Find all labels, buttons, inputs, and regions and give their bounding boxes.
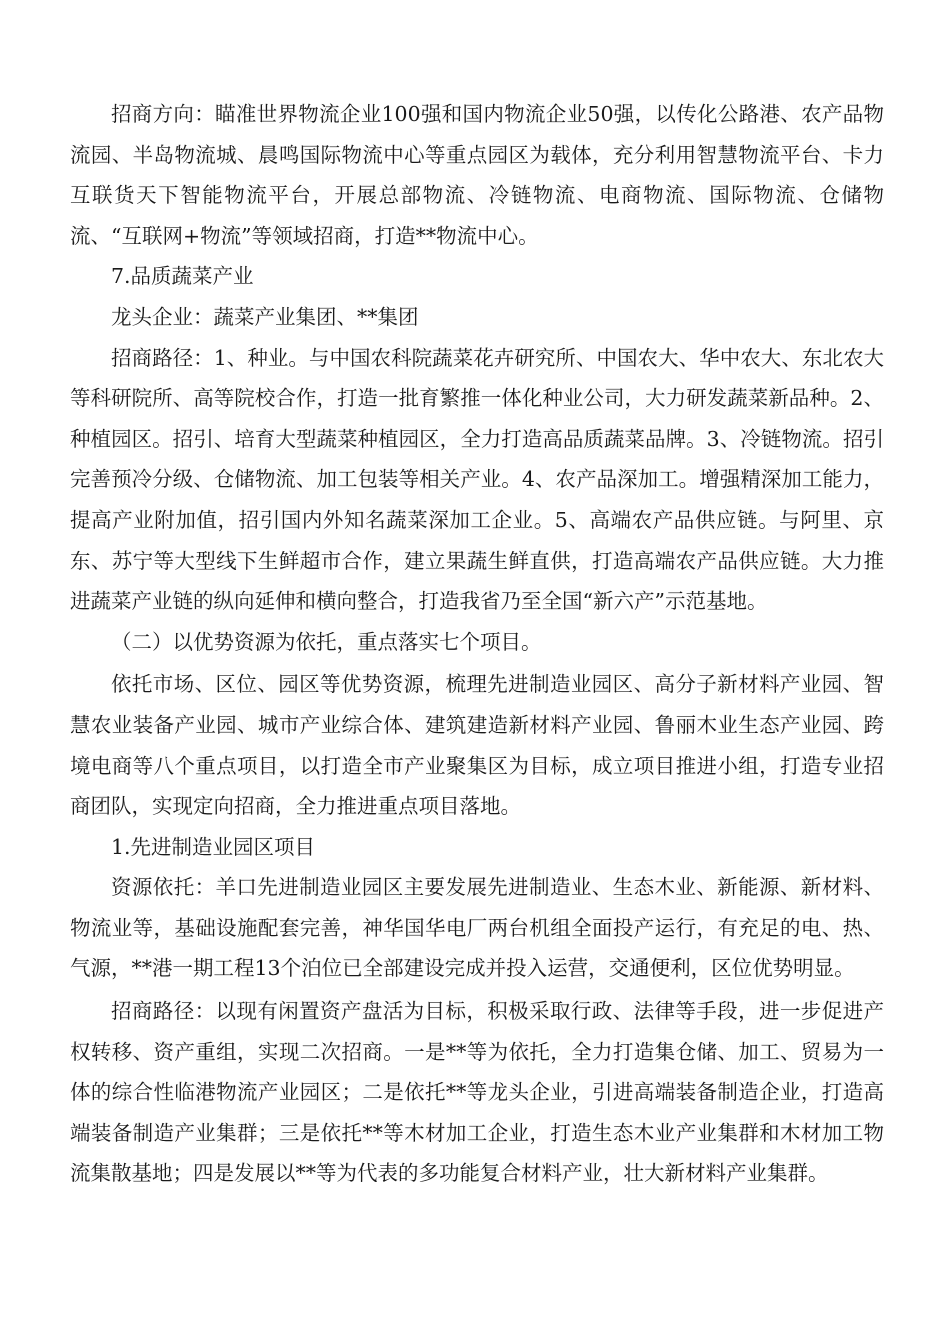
paragraph-resources: 依托市场、区位、园区等优势资源，梳理先进制造业园区、高分子新材料产业园、智慧农业装备产业园、城市产业综合体、建筑建造新材料产业园、鲁丽木业生态产业园、跨境电商等八个重点项目，以打造全市产业聚集区为目标，成立项目推进小组，打造专业招商团队，实现定向招商，全力推进重点项目落地。 bbox=[70, 672, 884, 819]
heading-section-two: （二）以优势资源为依托，重点落实七个项目。 bbox=[111, 629, 542, 654]
paragraph-resource-basis: 资源依托：羊口先进制造业园区主要发展先进制造业、生态木业、新能源、新材料、物流业等，基础设施配套完善，神华国华电厂两台机组全面投产运行，有充足的电、热、气源，**港一期工程13个泊位已全部建设完成并投入运营，交通便利，区位优势明显。 bbox=[70, 875, 884, 981]
heading-vegetable-industry: 7.品质蔬菜产业 bbox=[111, 264, 254, 289]
heading-manufacturing-park: 1.先进制造业园区项目 bbox=[111, 834, 316, 859]
paragraph-logistics-direction: 招商方向：瞄准世界物流企业100强和国内物流企业50强，以传化公路港、农产品物流园、半岛物流城、晨鸣国际物流中心等重点园区为载体，充分利用智慧物流平台、卡力互联货天下智能物流平台，开展总部物流、冷链物流、电商物流、国际物流、仓储物流、“互联网+物流”等领域招商，打造**物流中心。 bbox=[70, 102, 884, 248]
paragraph-vegetable-path: 招商路径：1、种业。与中国农科院蔬菜花卉研究所、中国农大、华中农大、东北农大等科研院所、高等院校合作，打造一批育繁推一体化种业公司，大力研发蔬菜新品种。2、种植园区。招引、培育大型蔬菜种植园区，全力打造高品质蔬菜品牌。3、冷链物流。招引完善预冷分级、仓储物流、加工包装等相关产业。4、农产品深加工。增强精深加工能力，提高产业附加值，招引国内外知名蔬菜深加工企业。5、高端农产品供应链。与阿里、京东、苏宁等大型线下生鲜超市合作，建立果蔬生鲜直供，打造高端农产品供应链。大力推进蔬菜产业链的纵向延伸和横向整合，打造我省乃至全国“新六产”示范基地。 bbox=[70, 345, 884, 614]
paragraph-manufacturing-path: 招商路径：以现有闲置资产盘活为目标，积极采取行政、法律等手段，进一步促进产权转移、资产重组，实现二次招商。一是**等为依托，全力打造集仓储、加工、贸易为一体的综合性临港物流产业园区；二是依托**等龙头企业，引进高端装备制造企业，打造高端装备制造产业集群；三是依托**等木材加工企业，打造生态木业产业集群和木材加工物流集散基地；四是发展以**等为代表的多功能复合材料产业，壮大新材料产业集群。 bbox=[70, 999, 884, 1186]
document-body bbox=[70, 94, 884, 1194]
paragraph-leading-enterprise: 龙头企业：蔬菜产业集团、**集团 bbox=[111, 304, 419, 329]
